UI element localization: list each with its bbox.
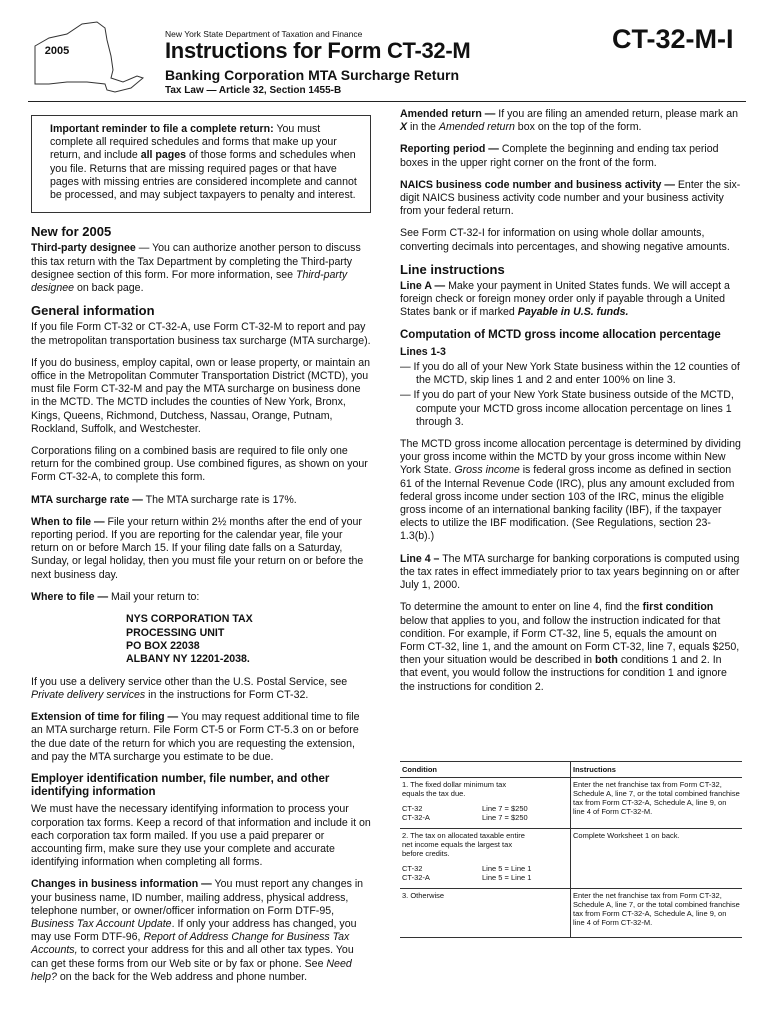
changes-italic: Report of Address Change for Business Tax Accounts, xyxy=(31,931,350,957)
new-york-state-map-icon xyxy=(27,18,145,100)
computation-heading: Computation of MCTD gross income allocation percentage xyxy=(400,328,721,341)
reminder-text-end: of those forms and schedules when you file. Returns that are missing required pages or that have pages with missing entries are considered incomplete and cannot be processed, and may subject taxpayers to penalty and interest. xyxy=(50,149,357,202)
line-4-paragraph xyxy=(400,553,742,593)
third-party-italic: Third-party designee xyxy=(31,268,348,295)
when-text: File your return within 2½ months after the end of your reporting period. If you are reporting for the calendar year, file your return on or before March 15. If your filing date falls on a Saturday, Sunday, or legal holiday, then you must file your return on or before the next business day. xyxy=(31,515,364,581)
changes-text: to correct your address for this and all other tax types. You can get these forms from our Web site or by fax or phone. See xyxy=(31,944,354,970)
page-title: Instructions for Form CT-32-M xyxy=(165,38,471,63)
seal-year: 2005 xyxy=(44,45,70,57)
header-divider xyxy=(28,101,746,102)
delivery-service-paragraph xyxy=(31,676,371,702)
mctd-text-end: is federal gross income as defined in section 61 of the Internal Revenue Code (IRC), plus any amount excluded from federal gross income under section 103 of the IRC, minus the eligible gross income of an international banking facility (IBF), if the taxpayer elects to utilize the IBF modification. (See Regulations, section 23-1.3(b).) xyxy=(400,464,735,543)
general-paragraph-2: If you do business, employ capital, own or lease property, or maintain an office in the Metropolitan Commuter Transportation District (MCTD), you must file Form CT-32-M and pay the MTA surcharge on business done in the MCTD. The MCTD includes the counties of New York, Bronx, Kings, Queens, Richmond, Dutchess, Nassau, Orange, Putnam, Rockland, Suffolk, and Westchester. xyxy=(31,356,370,435)
extension-text: You may request additional time to file an MTA surcharge return. File Form CT-5 or Form CT-5.3 on or before the due date of the return for which you are requesting the extension, and pay the MTA surcharge you estimate to be due. xyxy=(31,711,360,763)
new-for-heading: New for 2005 xyxy=(31,224,112,240)
amended-x: X xyxy=(400,121,408,134)
delivery-text: If you use a delivery service other than the U.S. Postal Service, see xyxy=(31,675,348,688)
table-row xyxy=(400,778,742,829)
line-4-text: The MTA surcharge for banking corporations is computed using the tax rates in effect immediately prior to tax years beginning on or after July 1, 2000. xyxy=(400,552,740,592)
changes-text: . If only your address has changed, you may use Form DTF-96, xyxy=(31,917,357,944)
amended-text: in the xyxy=(407,121,439,134)
mctd-paragraph xyxy=(400,438,742,544)
amended-italic: Amended return xyxy=(438,121,515,134)
extension-lead: Extension of time for filing — xyxy=(31,711,179,724)
condition-text: 1. The fixed dollar minimum tax equals the tax due. xyxy=(402,780,507,798)
when-lead: When to file — xyxy=(31,515,105,528)
table-header-row xyxy=(400,762,742,778)
condition-cell xyxy=(400,778,571,829)
condition-form-line xyxy=(402,813,568,822)
general-info-heading: General information xyxy=(31,303,155,319)
when-to-file-paragraph xyxy=(31,516,371,582)
determine-paragraph xyxy=(400,601,742,693)
reminder-text: You must complete all required schedules and forms that make up your return, and include xyxy=(50,123,337,162)
condition-text: 2. The tax on allocated taxable entire net income equals the largest tax before credits. xyxy=(402,831,525,858)
form-name: CT-32 xyxy=(402,804,423,813)
determine-text-end: conditions 1 and 2. In that event, you would follow the instructions for condition 1 and ignore the instructions for condition 2. xyxy=(400,654,727,693)
delivery-italic: Private delivery services xyxy=(31,688,146,701)
address-line: PROCESSING UNIT xyxy=(126,626,225,639)
where-to-file-paragraph xyxy=(31,591,371,604)
line-rule: Line 7 = $250 xyxy=(482,804,528,813)
line-a-text: Make your payment in United States funds. We will accept a foreign check or foreign money order only if payable through a United States bank or if marked xyxy=(400,280,730,319)
address-line: NYS CORPORATION TAX xyxy=(126,613,253,626)
determine-text: below that applies to you, and follow the instruction indicated for that condition. For example, if Form CT-32, line 5, equals the amount on Form CT-32, line 1, and the amount on Form CT-32, line 7, equals $250, then your situation would be described in xyxy=(400,614,740,667)
condition-table xyxy=(400,761,742,938)
lines-bullet-2: — If you do part of your New York State business outside of the MCTD, compute your MCTD gross income allocation percentage on lines 1 through 3. xyxy=(400,389,734,428)
condition-text: 3. Otherwise xyxy=(402,891,445,900)
changes-italic: Need help? xyxy=(31,957,352,983)
lines-bullet-1: — If you do all of your New York State business within the 12 counties of the MCTD, skip lines 1 and 2 and enter 100% on line 3. xyxy=(400,361,740,387)
instruction-cell: Enter the net franchise tax from Form CT-32, Schedule A, line 7, or the total combined franchise tax from Form CT-32-A, Schedule A, line 9, on line 4 of Form CT-32-M. xyxy=(571,778,743,829)
mctd-text: The MCTD gross income allocation percentage is determined by dividing your gross income within the MCTD by your gross income within New York State. xyxy=(400,438,741,477)
see-form-paragraph: See Form CT-32-I for information on using whole dollar amounts, converting decimals into percentages, and showing negative amounts. xyxy=(400,227,730,253)
determine-bold: both xyxy=(594,654,618,667)
line-4-lead: Line 4 – xyxy=(400,552,440,565)
amended-return-paragraph xyxy=(400,108,742,134)
changes-lead: Changes in business information — xyxy=(31,878,212,891)
period-lead: Reporting period — xyxy=(400,143,499,156)
instructions-column-header: Instructions xyxy=(571,762,743,778)
amended-lead: Amended return — xyxy=(400,108,496,120)
line-rule: Line 5 = Line 1 xyxy=(482,873,532,882)
line-a-paragraph xyxy=(400,280,742,320)
condition-form-line xyxy=(402,864,568,873)
line-a-bold-italic: Payable in U.S. funds. xyxy=(517,306,629,319)
instruction-cell: Enter the net franchise tax from Form CT-32, Schedule A, line 7, or the total combined franchise tax from Form CT-32-A, Schedule A, line 9, on line 4 of Form CT-32-M. xyxy=(571,889,743,938)
right-column xyxy=(400,108,742,703)
naics-lead: NAICS business code number and business activity — xyxy=(400,178,675,191)
reminder-lead: Important reminder to file a complete return: xyxy=(50,123,274,135)
surcharge-rate-paragraph xyxy=(31,494,371,507)
reporting-period-paragraph xyxy=(400,143,742,169)
line-a-lead: Line A — xyxy=(400,280,446,293)
form-name: CT-32-A xyxy=(402,873,430,882)
rate-lead: MTA surcharge rate — xyxy=(31,493,143,506)
department-name: New York State Department of Taxation and Finance xyxy=(165,29,363,39)
ein-heading: Employer identification number, file number, and other identifying information xyxy=(31,772,330,799)
amended-text: If you are filing an amended return, please mark an xyxy=(495,108,738,120)
page-subtitle: Banking Corporation MTA Surcharge Return xyxy=(165,67,460,83)
changes-italic: Business Tax Account Update xyxy=(31,917,172,930)
form-number: CT-32-M-I xyxy=(612,24,734,54)
address-line: ALBANY NY 12201-2038. xyxy=(126,653,250,666)
left-column xyxy=(31,115,371,993)
line-rule: Line 5 = Line 1 xyxy=(482,864,532,873)
changes-text-end: on the back for the Web address and phone number. xyxy=(56,970,308,983)
determine-text: To determine the amount to enter on line 4, find the xyxy=(400,601,643,614)
amended-text-end: box on the top of the form. xyxy=(514,121,642,134)
ein-paragraph: We must have the necessary identifying information to process your corporation tax forms. Keep a record of that information and include it on each corporation tax form mailed. If you use a paid preparer or accounting firm, make sure they use your complete and accurate identifying information when completing all forms. xyxy=(31,803,371,869)
instruction-cell: Complete Worksheet 1 on back. xyxy=(571,829,743,889)
condition-form-line xyxy=(402,873,568,882)
condition-cell xyxy=(400,829,571,889)
period-text: Complete the beginning and ending tax period boxes in the upper right corner on the front of the form. xyxy=(400,143,719,169)
nys-seal-logo xyxy=(27,18,145,100)
important-reminder-box xyxy=(31,115,371,213)
third-party-lead: Third-party designee xyxy=(31,242,136,255)
lines-1-3-label: Lines 1-3 xyxy=(400,345,446,358)
condition-cell xyxy=(400,889,571,938)
changes-paragraph xyxy=(31,878,371,984)
table-row xyxy=(400,829,742,889)
determine-bold: first condition xyxy=(642,601,714,614)
third-party-text: — You can authorize another person to discuss this tax return with the Tax Department by completing the Third-party designee section of this form. For more information, see xyxy=(31,242,361,281)
third-party-paragraph xyxy=(31,242,371,295)
form-name: CT-32-A xyxy=(402,813,430,822)
line-rule: Line 7 = $250 xyxy=(482,813,528,822)
condition-form-line xyxy=(402,804,568,813)
condition-column-header: Condition xyxy=(400,762,571,778)
where-lead: Where to file — xyxy=(31,590,109,603)
mailing-address xyxy=(126,613,371,667)
reminder-bold: all pages xyxy=(140,149,187,162)
tax-law-reference: Tax Law — Article 32, Section 1455-B xyxy=(165,85,342,96)
extension-paragraph xyxy=(31,711,371,764)
mctd-italic: Gross income xyxy=(454,464,520,477)
where-text: Mail your return to: xyxy=(108,590,200,603)
form-name: CT-32 xyxy=(402,864,423,873)
general-paragraph-1: If you file Form CT-32 or CT-32-A, use Form CT-32-M to report and pay the metropolitan transportation business tax surcharge (MTA surcharge). xyxy=(31,321,371,347)
address-line: PO BOX 22038 xyxy=(126,639,200,652)
general-paragraph-3: Corporations filing on a combined basis are required to file only one return for the combined group. Use combined figures, as shown on your Form CT-32-A, to complete this form. xyxy=(31,445,368,484)
table-row xyxy=(400,889,742,938)
delivery-text-end: in the instructions for Form CT-32. xyxy=(145,688,309,701)
naics-paragraph xyxy=(400,179,742,219)
line-instructions-heading: Line instructions xyxy=(400,261,505,277)
naics-text: Enter the six-digit NAICS business activity code number and your business activity from your federal return. xyxy=(400,178,741,218)
third-party-end: on back page. xyxy=(74,282,144,295)
rate-text: The MTA surcharge rate is 17%. xyxy=(142,493,297,506)
changes-text: You must report any changes in your business name, ID number, mailing address, physical address, telephone number, or owner/officer information on Form DTF-95, xyxy=(31,878,364,917)
